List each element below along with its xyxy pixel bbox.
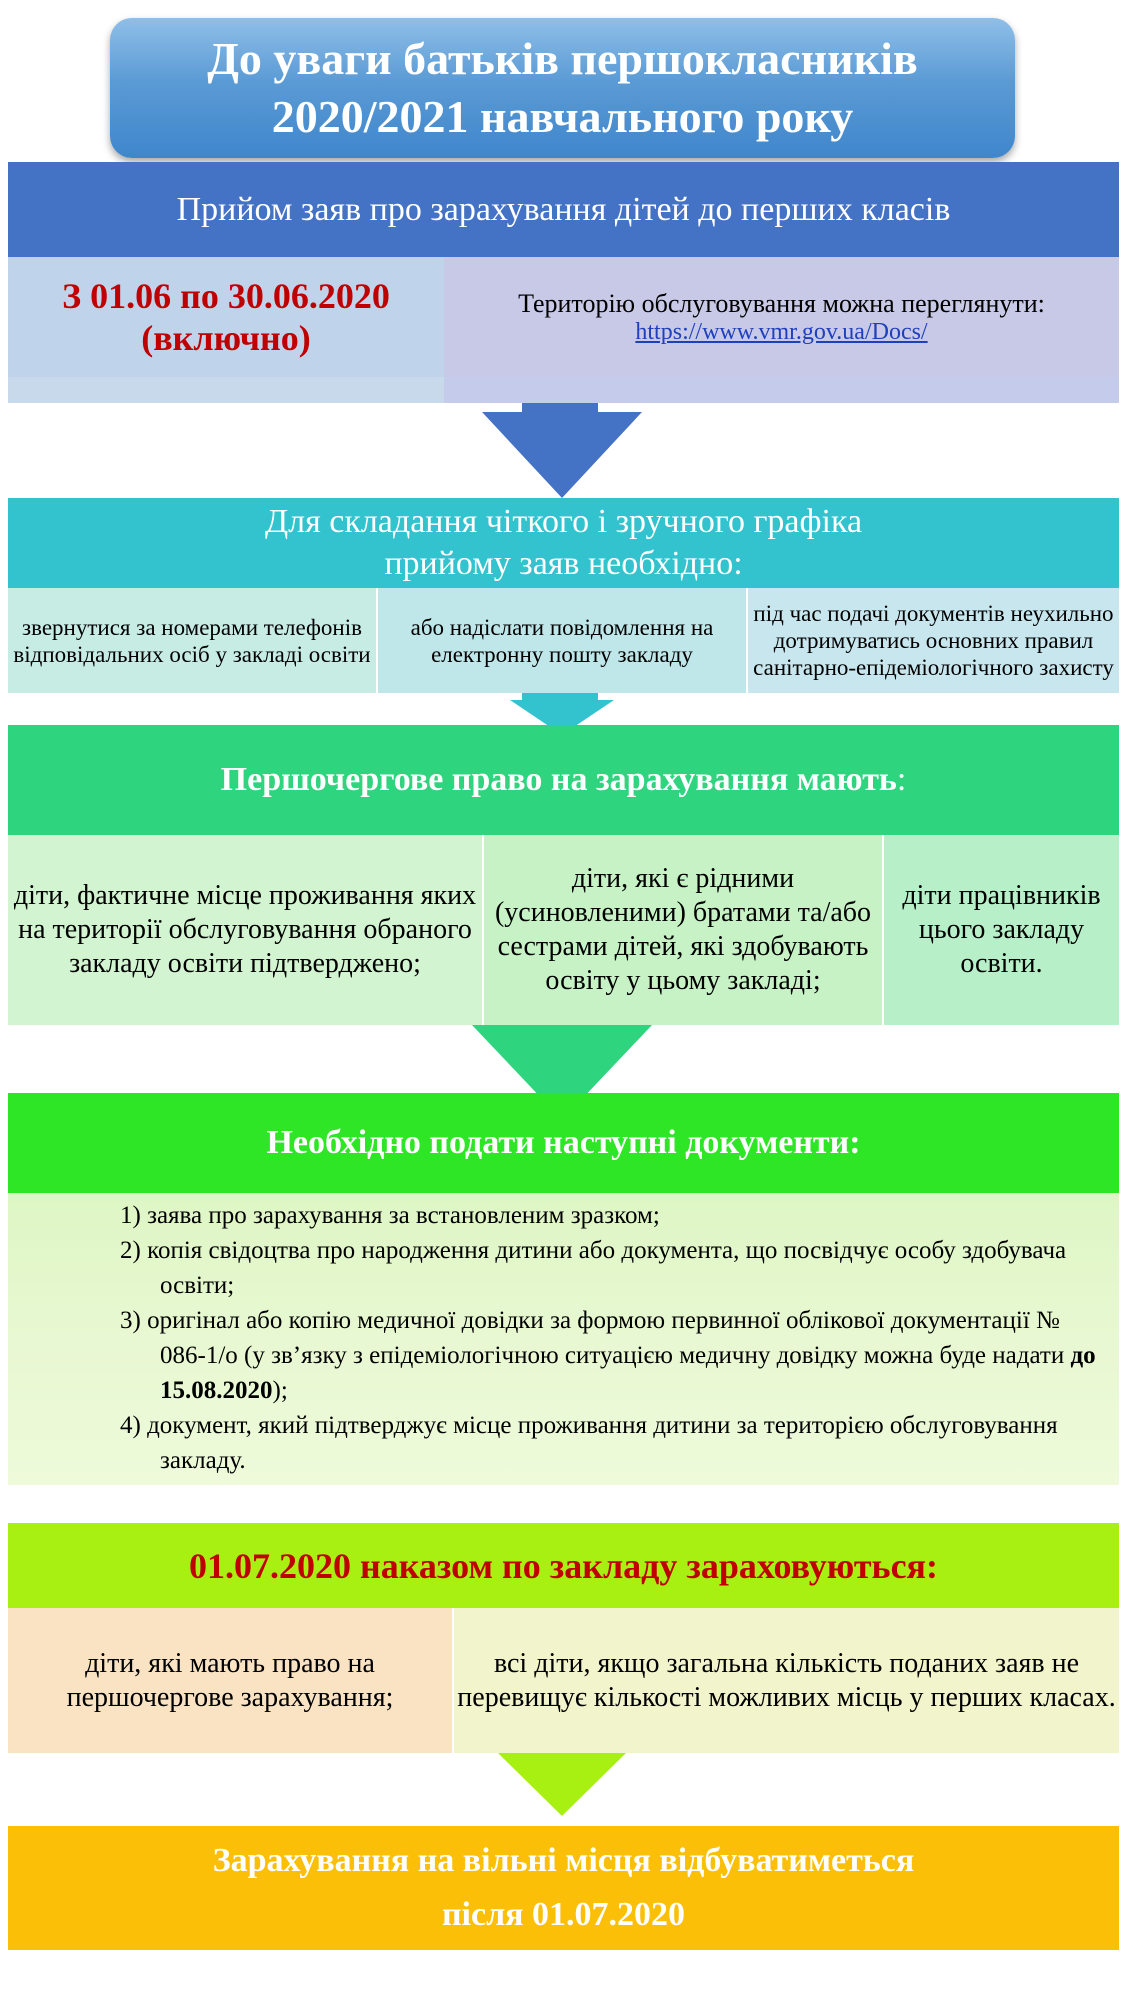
priority-header-colon: : — [896, 761, 907, 798]
document-item-application: 1) заява про зарахування за встановленим зразком; — [120, 1202, 660, 1229]
title-line-2: 2020/2021 навчального року — [271, 91, 854, 142]
final-notice-line-2: після 01.07.2020 — [441, 1896, 686, 1933]
priority-header-text: Першочергове право на зарахування мають — [220, 761, 897, 798]
territory-panel — [444, 257, 1119, 377]
title-line-1: До уваги батьків першокласників — [207, 33, 918, 84]
intake-date-range: З 01.06 по 30.06.2020 — [62, 276, 390, 316]
enrollment-all-children: всі діти, якщо загальна кількість поданих заяв не перевищує кількості можливих місць у перших класах. — [454, 1608, 1119, 1753]
priority-item-staff-children: діти працівників цього закладу освіти. — [884, 835, 1119, 1025]
documents-list — [120, 1198, 1100, 1478]
intake-date-panel — [8, 257, 444, 377]
document-item-medical-text: 3) оригінал або копію медичної довідки за формою первинної облікової документації № 086-1/о (у зв’язку з епідеміологічною ситуацією медичну довідку можна буде надати — [120, 1307, 1071, 1369]
final-notice — [8, 1826, 1119, 1950]
documents-header: Необхідно подати наступні документи: — [8, 1093, 1119, 1193]
enrollment-header: 01.07.2020 наказом по закладу зараховуються: — [8, 1523, 1119, 1608]
priority-item-residence: діти, фактичне місце проживання яких на території обслуговування обраного закладу освіти підтверджено; — [8, 835, 482, 1025]
schedule-item-phone: звернутися за номерами телефонів відповідальних осіб у закладі освіти — [8, 588, 376, 693]
schedule-header-line-2: прийому заяв необхідно: — [384, 545, 743, 582]
schedule-item-sanitary: під час подачі документів неухильно дотримуватись основних правил санітарно-епідеміологічного захисту — [748, 588, 1119, 693]
document-item-residence-proof: 4) документ, який підтверджує місце проживання дитини за територією обслуговування закладу. — [120, 1412, 1058, 1474]
intake-date-inclusive: (включно) — [141, 318, 311, 358]
document-item-medical-end: ); — [272, 1377, 288, 1404]
final-notice-line-1: Зарахування на вільні місця відбуватиметься — [212, 1842, 915, 1879]
priority-item-siblings: діти, які є рідними (усиновленими) братами та/або сестрами дітей, які здобувають освіту у цьому закладі; — [484, 835, 882, 1025]
document-item-medical — [120, 1303, 1100, 1408]
schedule-item-email: або надіслати повідомлення на електронну пошту закладу — [378, 588, 746, 693]
intake-header: Прийом заяв про зарахування дітей до перших класів — [8, 162, 1119, 257]
priority-header — [8, 725, 1119, 835]
enrollment-priority-children: діти, які мають право на першочергове зарахування; — [8, 1608, 452, 1753]
territory-link[interactable]: https://www.vmr.gov.ua/Docs/ — [635, 318, 928, 345]
territory-text: Територію обслуговування можна переглянути: — [518, 288, 1045, 318]
schedule-header-line-1: Для складання чіткого і зручного графіка — [264, 503, 863, 540]
title-banner — [110, 18, 1015, 158]
document-item-birth-certificate: 2) копія свідоцтва про народження дитини або документа, що посвідчує особу здобувача освіти; — [120, 1237, 1067, 1299]
document-item-medical-deadline: до 15.08.2020 — [160, 1342, 1096, 1404]
schedule-header — [8, 498, 1119, 588]
